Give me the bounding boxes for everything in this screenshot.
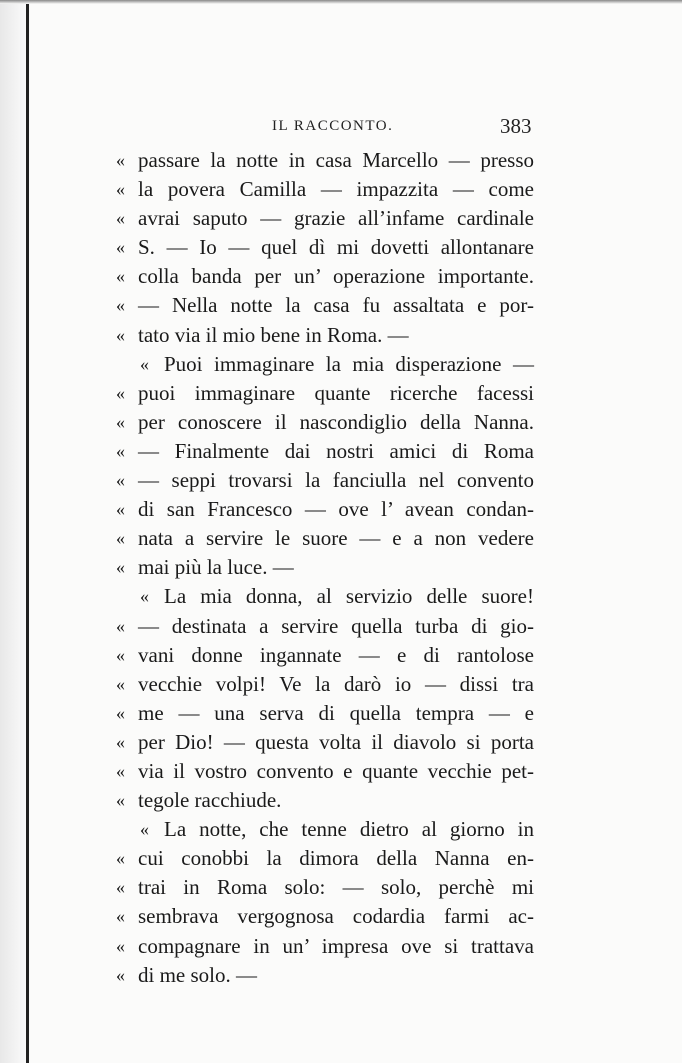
paragraph-start-line [0,815,682,844]
guillemet-mark: « [116,848,125,869]
line-text: di me solo. — [138,962,257,987]
text-line [0,204,682,233]
line-text: per conoscere il nascondiglio della Nanna. [138,409,534,434]
text-line [0,321,682,350]
line-text: S. — Io — quel dì mi dovetti allontanare [138,235,534,260]
text-line [0,932,682,961]
page-number: 383 [500,114,532,138]
text-line [0,175,682,204]
text-line [0,437,682,466]
guillemet-mark: « [116,470,125,491]
text-line [0,233,682,262]
line-text: tegole racchiude. [138,788,282,813]
text-line [0,641,682,670]
guillemet-mark: « [140,353,149,374]
line-text: puoi immaginare quante ricerche facessi [138,380,534,405]
line-text: trai in Roma solo: — solo, perchè mi [138,875,534,900]
guillemet-mark: « [116,964,125,985]
guillemet-mark: « [116,324,125,345]
guillemet-mark: « [140,586,149,607]
text-line [0,699,682,728]
line-text: passare la notte in casa Marcello — presso [138,148,534,172]
line-text: La notte, che tenne dietro al giorno in [164,817,534,842]
text-line [0,495,682,524]
line-text: sembrava vergognosa codardia farmi ac- [138,904,534,929]
text-line [0,408,682,437]
text-line [0,902,682,931]
guillemet-mark: « [116,179,125,200]
guillemet-mark: « [116,266,125,287]
line-text: per Dio! — questa volta il diavolo si porta [138,729,534,754]
guillemet-mark: « [116,790,125,811]
paragraph-start-line [0,582,682,611]
line-text: di san Francesco — ove l’ avean condan- [138,497,534,522]
guillemet-mark: « [116,557,125,578]
line-text: vecchie volpi! Ve la darò io — dissi tra [138,671,534,696]
guillemet-mark: « [116,411,125,432]
guillemet-mark: « [116,382,125,403]
line-text: cui conobbi la dimora della Nanna en- [138,846,534,871]
guillemet-mark: « [116,237,125,258]
line-text: — Nella notte la casa fu assaltata e por- [138,293,534,318]
text-line [0,757,682,786]
line-text: colla banda per un’ operazione importante. [138,264,534,289]
guillemet-mark: « [116,935,125,956]
line-text: — Finalmente dai nostri amici di Roma [138,438,534,463]
text-line [0,466,682,495]
line-text: la povera Camilla — impazzita — come [138,177,534,202]
text-line [0,553,682,582]
line-text: — destinata a servire quella turba di gio- [138,613,534,638]
page-header [0,114,682,144]
line-text: me — una serva di quella tempra — e [138,700,534,725]
text-line [0,786,682,815]
body-text [0,146,682,990]
guillemet-mark: « [116,644,125,665]
line-text: Puoi immaginare la mia disperazione — [164,351,534,376]
text-line [0,379,682,408]
guillemet-mark: « [116,615,125,636]
text-line [0,146,682,175]
text-line [0,873,682,902]
line-text: via il vostro convento e quante vecchie pet- [138,758,534,783]
guillemet-mark: « [116,673,125,694]
guillemet-mark: « [140,819,149,840]
text-line [0,670,682,699]
line-text: nata a servire le suore — e a non vedere [138,526,534,551]
guillemet-mark: « [116,208,125,229]
running-title: IL RACCONTO. [272,118,394,134]
guillemet-mark: « [116,702,125,723]
text-line [0,961,682,990]
page-top-edge [0,0,682,4]
guillemet-mark: « [116,295,125,316]
text-line [0,291,682,320]
guillemet-mark: « [116,528,125,549]
guillemet-mark: « [116,760,125,781]
text-line [0,262,682,291]
line-text: avrai saputo — grazie all’infame cardinale [138,206,534,231]
guillemet-mark: « [116,440,125,461]
guillemet-mark: « [116,877,125,898]
text-line [0,844,682,873]
line-text: mai più la luce. — [138,555,294,580]
text-line [0,524,682,553]
guillemet-mark: « [116,906,125,927]
guillemet-mark: « [116,150,125,170]
guillemet-mark: « [116,731,125,752]
line-text: — seppi trovarsi la fanciulla nel convento [138,468,534,493]
text-line [0,612,682,641]
guillemet-mark: « [116,499,125,520]
line-text: vani donne ingannate — e di rantolose [138,642,534,667]
text-line [0,728,682,757]
line-text: compagnare in un’ impresa ove si trattava [138,933,534,958]
line-text: La mia donna, al servizio delle suore! [164,584,534,609]
line-text: tato via il mio bene in Roma. — [138,322,409,347]
paragraph-start-line [0,350,682,379]
